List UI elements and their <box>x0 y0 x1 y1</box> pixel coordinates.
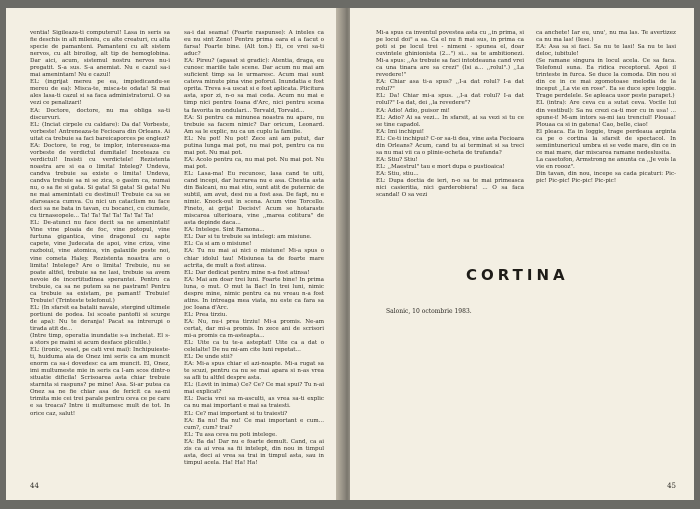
paragraph: sa-i dai seama! (Foarte raspunse): A inteles ca eu nu sint Zeno! Pentru prima oara el a facut o farsa! Foarte bine. (Alt ton.) Ei, ce vrei sa-ti aduc? <box>184 30 326 58</box>
paragraph: EL: (ironic, vesel, pe cati vrei mai): Inchipuieste-ti, huiduma aia de Onez imi seris ca am muncit enorm ca sa-i dovedesc ca am muncit. El, Onez, imi multumeste mie in seris ca l-am scos dintr-o situatie dificila! Scrisoarea asta chiar trebuie starnita si raspuns? pe mine! Asa. Si-ar putea ca Onez sa ne fie chiar asa de fericit ca sa-mi trimita mie cei trei parale pentru ceva ce pe care e sa treaca? Intre ii multumesc mult de tot. In orice caz, salut! <box>30 347 172 417</box>
paragraph: EL: Lasa-ma! Eu recunosc, lasa cand te uiti, cand incepi, dar lucrarea nu e asa. Chestia asta din Balcani, nu mai stiu, sunt atit de puternic de subtil, am avut, desi nu a fost asa. De fapt, nu e nimic. Knock-out in scena. Acum vine Torcello. Fineto, ai grija! Decisiv! Acum se hotaraste miscarea ulterioara, vine ,,marea cotitura" de asta depinde daca... <box>184 170 326 227</box>
paragraph: El pleaca. Ea in loggie, trage perdeaua arginta ca pe o cortina la sfarsit de spectacol. In semiintunericul umbra ei se vede mare, din ce in ce mai mare, dar miscarea ramane nedeslusita. <box>536 128 678 156</box>
left-page-column-2 <box>184 30 324 467</box>
paragraph: EL: Tu asa ceva nu poti intelege. <box>184 431 278 438</box>
page-number-left: 44 <box>30 482 39 490</box>
paragraph: EL: Prea tirziu. <box>184 311 228 318</box>
left-page-column-1 <box>30 30 170 418</box>
paragraph: EL: Dupa doctia de ieri, n-o sa te mai primeasca nici casieritia, nici garderobiera! ... O sa faca scandal! O sa vezi <box>376 177 526 199</box>
paragraph: EL: (ingrijat mereu pe ea, impiedicandu-se mereu de ea): Misca-te, misca-te odata! Si mai ales lasa-ti cazul si sa faca administratorul. O sa vezi ce penalizari! <box>30 79 172 107</box>
paragraph: ca anchete! Iar eu, unu', nu ma las. Te avertizez ca nu ma las! (Iese.) <box>536 30 678 44</box>
paragraph: (Intre timp, operatia inundatie s-a incheiat. El s-a stors pe maini si acum desface pliculile.) <box>30 333 170 347</box>
paragraph: EL: Dar si tu trebuie sa intelegi: am misiune. <box>184 234 312 241</box>
page-number-right: 45 <box>667 482 676 490</box>
paragraph: EL: (In sfarsit ea batalii navale, stergind ultimele portiuni de podea. Isi scoate pantofii si scurge de apa): Nu te deranja! Pacat sa intrerupi o tirada atit de... <box>30 304 172 332</box>
paragraph: La casetofon, Armstrong ne anunta ca ,,Je vois la vie en roooz". <box>536 156 678 170</box>
paragraph: EL: (Lovit in inima) Ce? Ce? Ce mai spui? Tu n-ai mai explicat? <box>184 382 326 396</box>
right-page-column-1 <box>376 30 524 199</box>
paragraph: EL: (Inciat cirpele cu caldare): Da da! Vorbeste, vorbeste! Antreneaza-te Fecioara din Orleans. Ai uitat ca trebuie sa faci bareicaporces pe englezi? <box>30 121 172 142</box>
paragraph: EA: Stiu? Stiu! <box>376 156 418 163</box>
paragraph: EA: Mi-a spus chiar el azi-noapte. Mi-a rugat sa te scuzi, pentru ca nu se mai apara si n-as vrea sa afli tu altfel despre asta. <box>184 361 326 382</box>
paragraph: EL: Da! Chiar mi-a spus. ,,I-a dat rolul? I-a dat rolul?" I-a dat, dei ,,la revedere"? <box>376 93 526 107</box>
paragraph: EL: ,,Maestrul" tau e mort dupa o pustioaica! <box>376 163 505 170</box>
paragraph: EA: Ba nu! Ba nu! Ce mai important e cum... cum?, cum? trai? <box>184 417 326 431</box>
paragraph: EL (intra): Are ceva cu a sutat ceva. Vocile lui din vestibul): Sa nu crezi ca-ti mor cu in usa! ... spune-i! M-am intors sa-mi iau trenciul! Plouaa! Plouaa ca si in gatena! Cao, belle, ciao! <box>536 100 678 128</box>
paragraph: EL: Adio? Ai sa vezi... In sfarsit, ai sa vezi si tu ce se tine capadol. <box>376 114 526 128</box>
paragraph: EL: Dacia vrei sa m-asculti, as vrea sa-ti explic ca nu mai important e mai sa traiesti. <box>184 396 326 410</box>
paragraph: EA: Tu nu mai ai nici o misiune! Mi-a spus o chiar idolul tau! Misiunea ta de foarte mare actrita, de mult a fost atinsa. <box>184 248 326 269</box>
paragraph: EA: Nu, nu-i prea tirziu! Mi-a promis. Ne-am certat, dar mi-a promis. In zece ani de scrisori mi-a promis ca m-asteapta... <box>184 318 326 340</box>
paragraph: Mi-a spus ca inventul povestea asta cu ,,in prima, si pe locul doi" a sa. Ca el nu fi mai sus, in prima ca poti si pe locul trei - nimeni - spunea el, doar cuvintele ghinionista (2...") si... sa te ambitionezi. Mi-a spus: ,,As trebuie sa faci intotdeauna cand vrei ca una tinara are sa crezi" (Isi a... ,,rolul".) ,,La revedere!" <box>376 30 526 79</box>
paragraph: EL: Nu pot! Nu pot! Zece ani am putut, dar putina lunga mai pot, nu mai pot, pentru ca nu mai pot. Nu mai pot. <box>184 135 326 156</box>
left-page <box>6 8 342 500</box>
paragraph: EA: Acolo pentru ca, nu mai pot. Nu mai pot. Nu mai pot. <box>184 156 326 170</box>
paragraph: EA: Doctore, te rog, te implor, intereseaza-ma vorbeste de verdictul dumitale! Inceteaza cu verdictul! Insisti cu verdictele! Rezistenta noastra are si ea o limita! Inteleg? Undeva, candva trebuie sa existe o limita! Undeva, candva trebuie sa ni se zica, o gasim ca, numai nu, o sa fie si gata. Si gata! Si gata! Si gata! Nu ne mai amenintati cu destinul! Trebuie ca sa se sfarseasca cumva. Cu nici un cataclism nu face deci sa ne bata in tavan, cu bocanci, cu ciumele, cu tirnaseopele... Ta! Ta! Ta! Ta! Ta! Ta! Ta! <box>30 142 172 220</box>
curtain-title: CORTINA <box>466 266 569 284</box>
paragraph: EA: Doctore, doctore, nu ma obliga sa-ti discurvuri. <box>30 107 172 121</box>
right-page <box>350 8 694 500</box>
paragraph: EA: Mai am doar trei luni. Foarte bine! In prima luna, o mut. O mut la Bac! In trei luni, nimic despre mine, nimic pentru ca nu vreau n-a fost atins. In intreaga mea viata, nu este ca fara sa joc Ioana d'Arc. <box>184 276 326 311</box>
paragraph: EA: Stiu, stiu... <box>376 170 419 177</box>
paragraph: EL: Dar dedicat pentru mine n-a fost atinsa! <box>184 269 310 276</box>
paragraph: EA: Intelege. Sint Ramona... <box>184 227 265 234</box>
dateline: Salonic, 10 octombrie 1983. <box>386 308 472 315</box>
paragraph: EA: Si pentru ca minunea noastra nu apare, nu trebuie sa facem nimic? Dar oricum, Leonard. Am sa le explic, nu ca un cuplu la familie. <box>184 114 326 135</box>
paragraph: EA: Adio! Adio, puisor mi! <box>376 107 450 114</box>
paragraph: EL: Ce-ti inchipui? C-or sa-ti dea, vine asta Fecioara din Orleans? Acum, cand tu ai terminat si sa treci sa nu mai vii ca o plinie-ocheta de trufanda? <box>376 135 526 156</box>
paragraph: (Se ramane singura in locul acela. Ce sa faca. Telefonul suna. Ea ridica receptorul. Apoi il trinteste in furca. Se duce la comoda. Din nou si din ce in ce mai zgomotoase melodia de la inceput ,,La vie en rose". Ea se duce spre loggie. Trage perdelele. Se apleaca usor peste parapet.) <box>536 58 678 100</box>
paragraph: EA: Ba da! Dar nu e foarte demult. Cand, ca ai zis ca ai vrea sa fii intelept, din nou in timpul asta, deci ai vrea sa trai in timpul asta, sau in timpul acela. Ha! Ha! Ha! <box>184 438 326 466</box>
paragraph: EL: De-atunci nu face decit sa ne amenintati! Vine vine ploaia de foc, vine potopul, vine furtuna gigantica, vine dragonul cu sapte capete, vine Judecata de apoi, vine criza, vine razboiul, vine atomica, vin galaxiile peste noi, vine cometa Haley. Rezistenta noastra are o limita! Intelege? Are o limita! Trebuie, nu se poate altfel, trebuie sa ne lasi, trebuie sa avem nevoie de incertitudinea sperantei. Pentru ca trebuie, ca sa ne putem sa ne pastram! Pentru ca trebuie sa existam, pe pamant! Trebuie! Trebuie! (Trinteste telefonul.) <box>30 220 172 304</box>
paragraph: EA: Asa sa si faci. Sa nu te lasi! Sa nu te lasi deloc, iubitule! <box>536 44 678 58</box>
paragraph: Din tavan, din nou, incepe sa cada picaturi: Pic-pic! Pic-pic! Pic-pic! Pic-pic! <box>536 170 676 184</box>
paragraph: EA: Pireu? (agasat si gradic): Atentia, draga, eu cunosc mariile tale scene. Dar acum nu mai am suficient timp sa le urmaresc. Acum mai sunt cateva minute pina vine poforul. Inundatia e fost oprita. Treva s-a uscat si e fost aplicata. Plicitura asta, spor zi, n-o sa mai ceda. Acum nu mai e timp nici pentru Ioana d'Arc, nici pentru scena ta favorita in ondulari... Tervald, Torvald... <box>184 58 326 114</box>
right-page-column-2 <box>536 30 676 185</box>
paragraph: EL: Uite ca tu te-a asteptat! Uite ca a dat o celelalte! De nu mi-am cite luni repetat... <box>184 340 326 354</box>
paragraph: ventia! Sigileaza-ti computerul! Lasa in seris sa fie deschis in alt mileniu, cu alte creaturi, cu alta specie de pamanteni. Pamanteni cu alt sistem nervos, cu alt biroilog, alt tip de hemoglobina. Dar aici, acum, sistemul nostru nervos nu-i pregatit. S-a sus. S-a anemiat. Nu e cazul sa-i mai amenintam! Nu e cazul! <box>30 30 172 79</box>
paragraph: EL: Ca si am o misiune! <box>184 241 252 248</box>
paragraph: EL: Ce? mai important si tu traiesti? <box>184 410 288 417</box>
paragraph: EA: Chiar asa ti-a spus? ,,I-a dat rolul? I-a dat rolul?" <box>376 79 526 93</box>
paragraph: EL: De unde stii? <box>184 354 233 361</box>
paragraph: EA: Imi inchipui! <box>376 128 425 135</box>
